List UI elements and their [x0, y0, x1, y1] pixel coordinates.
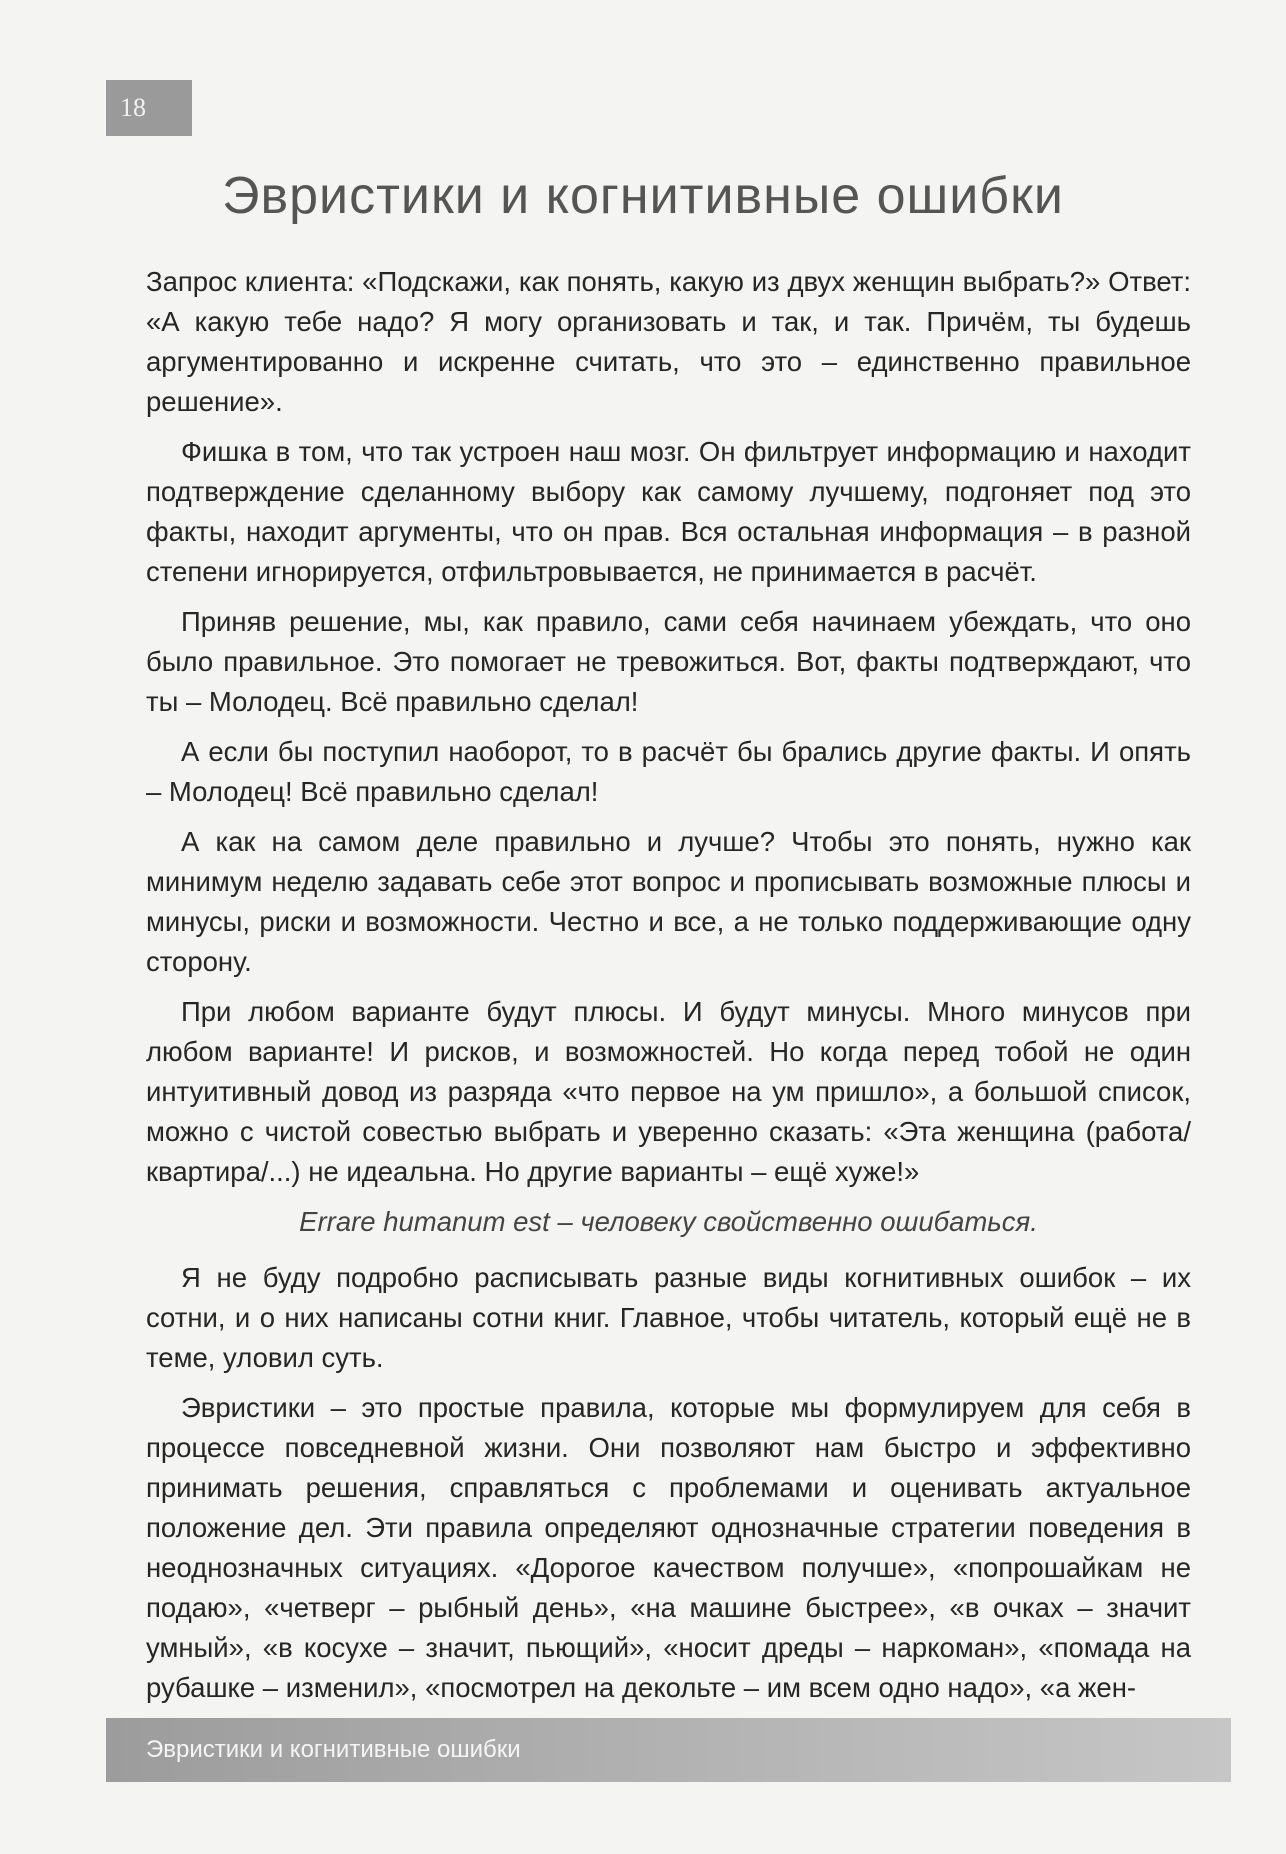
paragraph-7: Я не буду подробно расписывать разные виды когнитивных ошибок – их сотни, и о них написаны сотни книг. Главное, чтобы читатель, который ещё не в теме, уловил суть. [146, 1262, 1191, 1373]
running-title: Эвристики и когнитивные ошибки [146, 1736, 521, 1763]
footer-bar [106, 1718, 1231, 1782]
paragraph-1: Запрос клиента: «Подскажи, как понять, какую из двух женщин выбрать?» Ответ: «А какую тебе надо? Я могу организовать и так, и так. Причём, ты будешь аргументированно и искренне считать, что это – единственно правильное решение». [146, 266, 1191, 417]
latin-quote: Errare humanum est – человеку свойственно ошибаться. [299, 1206, 1038, 1237]
paragraph-5: А как на самом деле правильно и лучше? Чтобы это понять, нужно как минимум неделю задавать себе этот вопрос и прописывать возможные плюсы и минусы, риски и возможности. Честно и все, а не только поддерживающие одну сторону. [146, 826, 1191, 977]
page-title: Эвристики и когнитивные ошибки [222, 167, 1064, 225]
paragraph-2: Фишка в том, что так устроен наш мозг. Он фильтрует информацию и находит подтверждение сделанному выбору как самому лучшему, подгоняет под это факты, находит аргументы, что он прав. Вся остальная информация – в разной степени игнорируется, отфильтровывается, не принимается в расчёт. [146, 436, 1191, 587]
paragraph-3: Приняв решение, мы, как правило, сами себя начинаем убеждать, что оно было правильное. Это помогает не тревожиться. Вот, факты подтверждают, что ты – Молодец. Всё правильно сделал! [146, 606, 1191, 717]
body-text [146, 262, 1191, 1718]
page-number: 18 [106, 80, 192, 136]
paragraph-4: А если бы поступил наоборот, то в расчёт бы брались другие факты. И опять – Молодец! Всё правильно сделал! [146, 736, 1191, 807]
paragraph-6: При любом варианте будут плюсы. И будут минусы. Много минусов при любом варианте! И рисков, и возможностей. Но когда перед тобой не один интуитивный довод из разряда «что первое на ум пришло», а большой список, можно с чистой совестью выбрать и уверенно сказать: «Эта женщина (работа/квартира/...) не идеальна. Но другие варианты – ещё хуже!» [146, 996, 1191, 1187]
paragraph-8: Эвристики – это простые правила, которые мы формулируем для себя в процессе повседневной жизни. Они позволяют нам быстро и эффективно принимать решения, справляться с проблемами и оценивать актуальное положение дел. Эти правила определяют однозначные стратегии поведения в неоднозначных ситуациях. «Дорогое качеством получше», «попрошайкам не подаю», «четверг – рыбный день», «на машине быстрее», «в очках – значит умный», «в косухе – значит, пьющий», «носит дреды – наркоман», «помада на рубашке – изменил», «посмотрел на декольте – им всем одно надо», «а жен- [146, 1392, 1191, 1703]
